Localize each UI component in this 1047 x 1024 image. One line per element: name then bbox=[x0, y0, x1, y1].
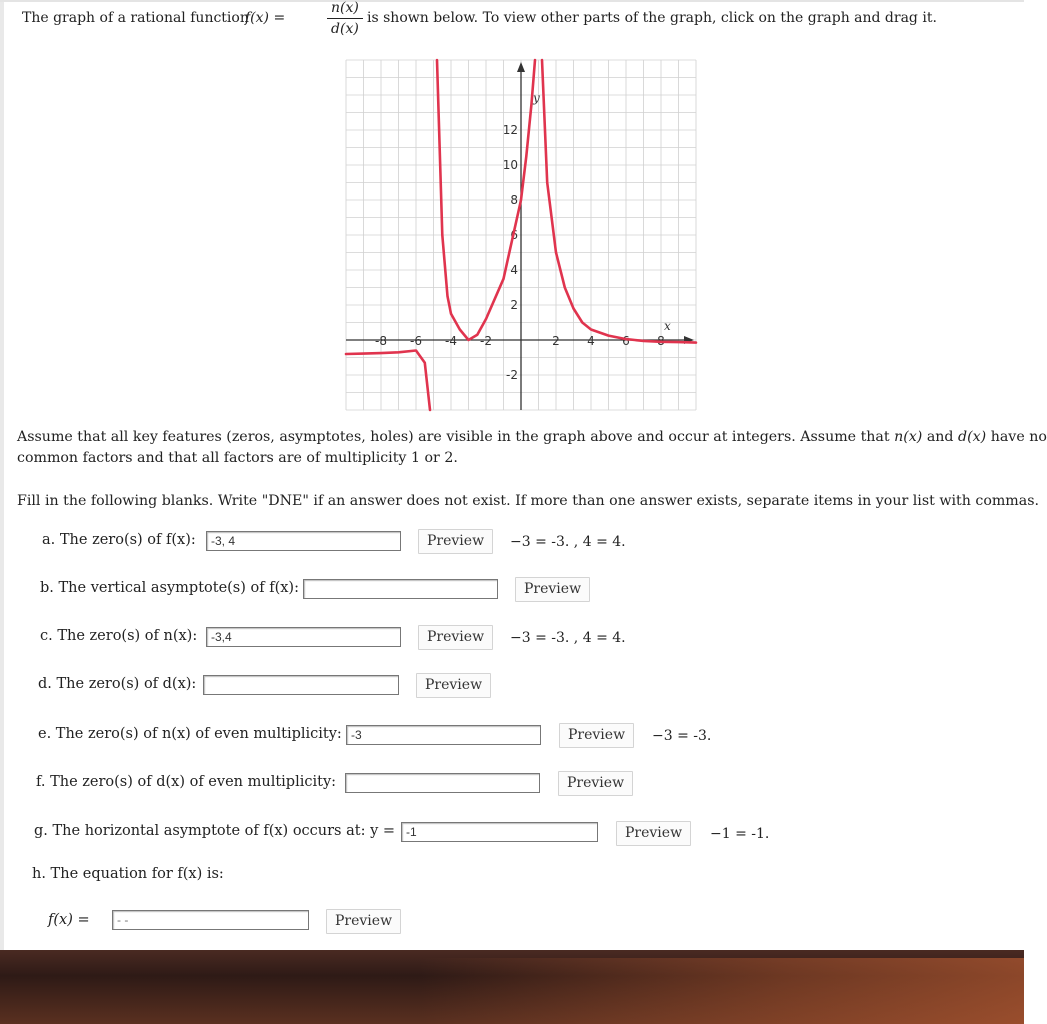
intro-tail: is shown below. To view other parts of the graph, click on the graph and drag it. bbox=[367, 10, 937, 26]
preview-button-f[interactable]: Preview bbox=[558, 771, 633, 796]
y-tick-label: -2 bbox=[506, 368, 518, 382]
preview-result-e: −3 = -3. bbox=[652, 728, 712, 744]
assumption-dx: d(x) bbox=[958, 429, 987, 445]
preview-result-g: −1 = -1. bbox=[710, 826, 770, 842]
rational-function-graph[interactable] bbox=[346, 60, 696, 410]
question-h-label: h. The equation for f(x) is: bbox=[32, 866, 224, 882]
fraction-bar bbox=[327, 18, 363, 19]
preview-result-c: −3 = -3. , 4 = 4. bbox=[510, 630, 626, 646]
preview-button-h[interactable]: Preview bbox=[326, 909, 401, 934]
y-tick-label: 12 bbox=[502, 123, 518, 137]
x-tick-label: -6 bbox=[410, 334, 422, 348]
left-border bbox=[0, 0, 4, 1024]
function-curve-branch bbox=[346, 351, 430, 411]
y-axis-arrow bbox=[517, 62, 525, 72]
question-b-label: b. The vertical asymptote(s) of f(x): bbox=[40, 580, 299, 596]
intro-fx: f(x) = bbox=[245, 10, 286, 26]
y-tick-label: 2 bbox=[510, 298, 518, 312]
even-zeros-of-n-input[interactable] bbox=[346, 725, 541, 745]
assumption-text-c: have no bbox=[990, 429, 1047, 445]
preview-button-c[interactable]: Preview bbox=[418, 625, 493, 650]
x-tick-label: 4 bbox=[587, 334, 595, 348]
y-tick-label: 10 bbox=[502, 158, 518, 172]
x-tick-label: -8 bbox=[375, 334, 387, 348]
zeros-of-d-input[interactable] bbox=[203, 675, 399, 695]
y-tick-label: 4 bbox=[510, 263, 518, 277]
y-axis-label: y bbox=[533, 91, 540, 105]
x-tick-label: -2 bbox=[480, 334, 492, 348]
horizontal-asymptote-input[interactable] bbox=[401, 822, 598, 842]
even-zeros-of-d-input[interactable] bbox=[345, 773, 540, 793]
assumption-paragraph-line1 bbox=[17, 427, 1047, 448]
fraction-numerator: n(x) bbox=[331, 0, 359, 16]
function-curve-branch bbox=[542, 60, 696, 343]
question-g-label: g. The horizontal asymptote of f(x) occurs at: y = bbox=[34, 823, 396, 839]
assumption-paragraph-line2: common factors and that all factors are of multiplicity 1 or 2. bbox=[17, 450, 458, 466]
top-border bbox=[0, 0, 1024, 2]
preview-button-b[interactable]: Preview bbox=[515, 577, 590, 602]
question-a-label: a. The zero(s) of f(x): bbox=[42, 532, 196, 548]
x-axis-label: x bbox=[664, 319, 671, 333]
question-e-label: e. The zero(s) of n(x) of even multiplicity: bbox=[38, 726, 342, 742]
equation-input[interactable] bbox=[112, 910, 309, 930]
vertical-asymptotes-input[interactable] bbox=[303, 579, 498, 599]
equation-fx-label: f(x) = bbox=[48, 912, 90, 928]
question-c-label: c. The zero(s) of n(x): bbox=[40, 628, 198, 644]
preview-button-d[interactable]: Preview bbox=[416, 673, 491, 698]
x-tick-label: -4 bbox=[445, 334, 457, 348]
x-tick-label: 2 bbox=[552, 334, 560, 348]
graph-canvas[interactable] bbox=[346, 60, 696, 410]
zeros-of-n-input[interactable] bbox=[206, 627, 401, 647]
assumption-text-a: Assume that all key features (zeros, asymptotes, holes) are visible in the graph above and occur at integers. Assume that bbox=[17, 429, 890, 445]
question-d-label: d. The zero(s) of d(x): bbox=[38, 676, 197, 692]
preview-result-a: −3 = -3. , 4 = 4. bbox=[510, 534, 626, 550]
preview-button-a[interactable]: Preview bbox=[418, 529, 493, 554]
preview-button-g[interactable]: Preview bbox=[616, 821, 691, 846]
x-tick-label: 6 bbox=[622, 334, 630, 348]
desk-highlight bbox=[420, 958, 1024, 1024]
preview-button-e[interactable]: Preview bbox=[559, 723, 634, 748]
x-tick-label: 8 bbox=[657, 334, 665, 348]
y-tick-label: 6 bbox=[510, 228, 518, 242]
intro-lead: The graph of a rational function bbox=[22, 10, 249, 26]
question-f-label: f. The zero(s) of d(x) of even multiplicity: bbox=[36, 774, 337, 790]
assumption-text-b: and bbox=[926, 429, 954, 445]
y-tick-label: 8 bbox=[510, 193, 518, 207]
fraction-denominator: d(x) bbox=[331, 21, 359, 37]
assumption-nx: n(x) bbox=[894, 429, 923, 445]
fill-blanks-instructions: Fill in the following blanks. Write "DNE" if an answer does not exist. If more than one answer exists, separate items in your list with commas. bbox=[17, 493, 1040, 509]
intro-fraction bbox=[327, 0, 363, 37]
zeros-of-f-input[interactable] bbox=[206, 531, 401, 551]
